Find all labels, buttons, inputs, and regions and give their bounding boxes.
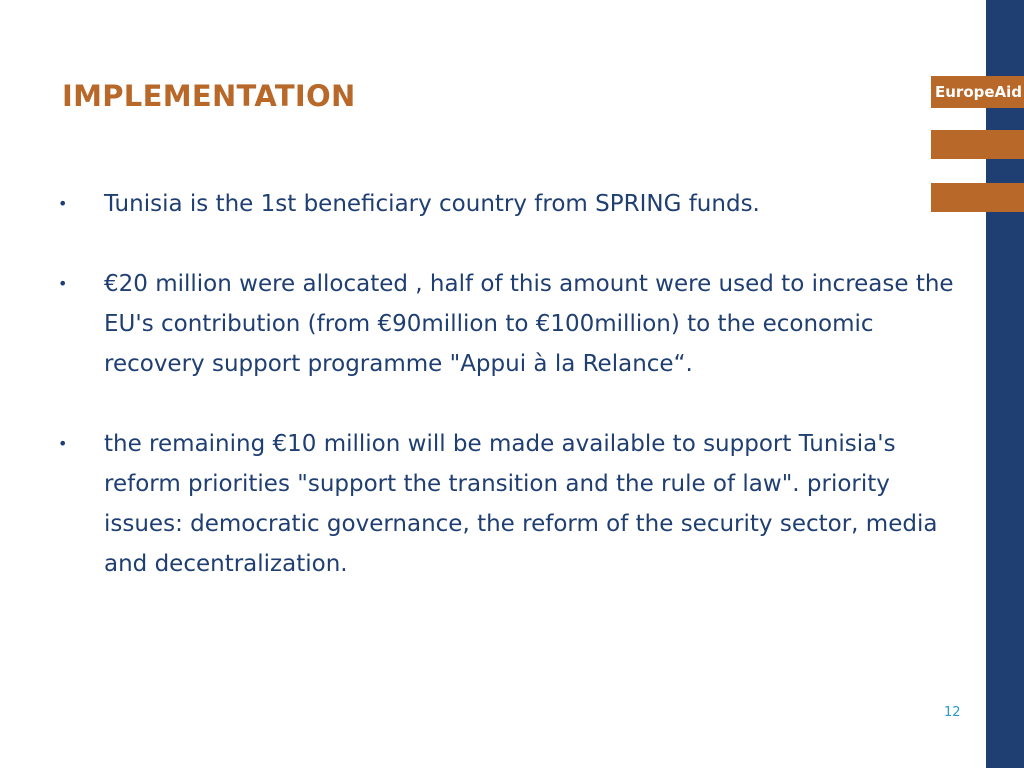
bullet-text: €20 million were allocated , half of this amount were used to increase the EU's contribution (from €90million to €100million) to the economic recovery support programme "Appui à la Relance“. [104,271,954,377]
bullet-text: Tunisia is the 1st beneficiary country from SPRING funds. [104,191,760,217]
bullet-marker: • [58,434,68,453]
bullet-text: the remaining €10 million will be made available to support Tunisia's reform priorities "support the transition and the rule of law". priority issues: democratic governance, the reform of the security sector, media and decentralization. [104,431,938,577]
bullet-list [58,184,958,584]
bullet-marker: • [58,274,68,293]
bullet-marker: • [58,194,68,213]
page-number: 12 [944,705,961,720]
bullet-item [58,184,958,224]
slide-title: IMPLEMENTATION [62,79,356,113]
right-sidebar-bar [986,0,1024,768]
decorative-stripe-upper [931,130,1024,159]
bullet-item [58,424,958,584]
europeaid-logo: EuropeAid [931,76,1024,108]
bullet-item [58,264,958,384]
